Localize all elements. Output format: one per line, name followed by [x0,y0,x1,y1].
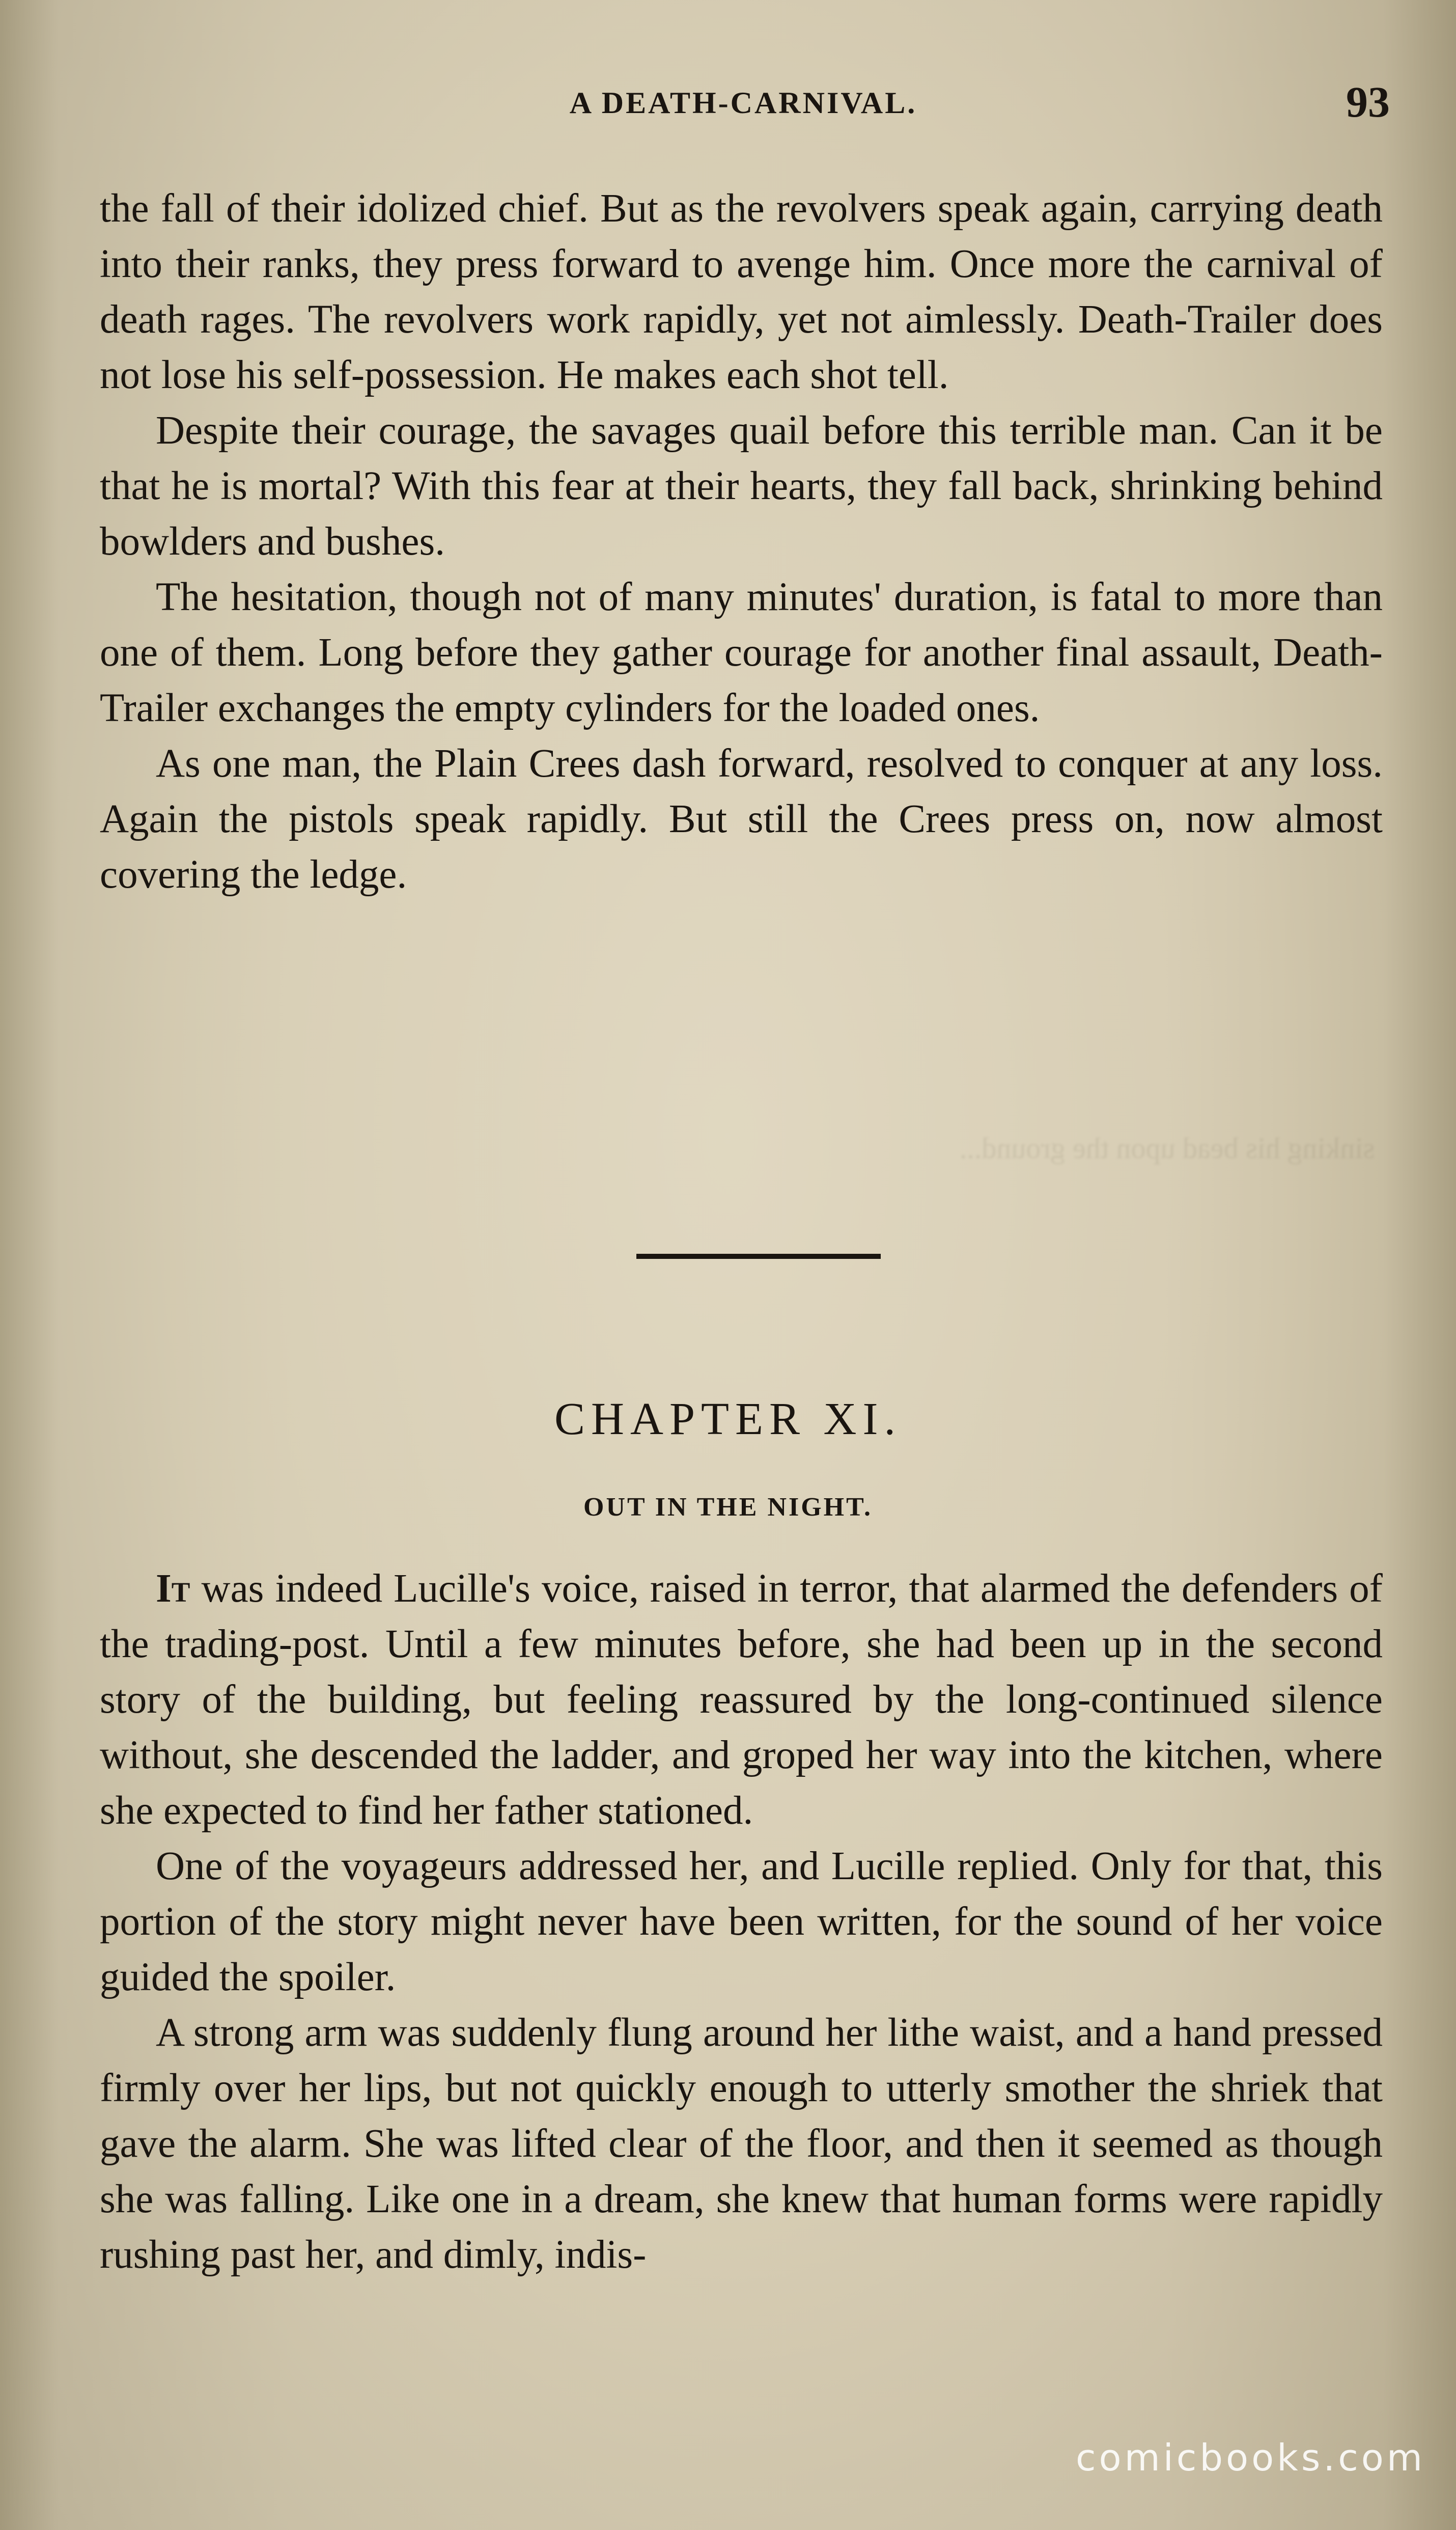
paragraph: Despite their courage, the savages quail before this terrible man. Can it be that he is mortal? With this fear at their hearts, they fall back, shrinking behind bowlders and bushes. [100,408,1383,564]
page-number: 93 [1346,77,1390,126]
drop-word: It [156,1566,190,1611]
paragraph: The hesitation, though not of many minutes' duration, is fatal to more than one of them. Long before they gather courage for another final assault, Death-Trailer exchanges the empty cylinders for the loaded ones. [100,575,1383,730]
running-title: A DEATH-CARNIVAL. [569,86,917,120]
section-before-chapter [100,181,1383,902]
paragraph: One of the voyageurs addressed her, and Lucille replied. Only for that, this portion of the story might never have been written, for the sound of her voice guided the spoiler. [100,1844,1383,1999]
paragraph: the fall of their idolized chief. But as the revolvers speak again, carrying death into their ranks, they press forward to avenge him. Once more the carnival of death rages. The revolvers work rapidly, yet not aimlessly. Death-Trailer does not lose his self-possession. He makes each shot tell. [100,186,1383,397]
watermark: comicbooks.com [1075,2436,1425,2479]
paragraph: As one man, the Plain Crees dash forward, resolved to conquer at any loss. Again the pistols speak rapidly. But still the Crees press on, now almost covering the ledge. [100,741,1383,897]
paragraph [100,1561,1383,1838]
chapter-subtitle: OUT IN THE NIGHT. [583,1493,873,1522]
running-head [97,76,1390,138]
chapter-body [100,1561,1383,2282]
paragraph: A strong arm was suddenly flung around her lithe waist, and a hand pressed firmly over her lips, but not quickly enough to utterly smother the shriek that gave the alarm. She was lifted clear of the floor, and then it seemed as though she was falling. Like one in a dream, she knew that human forms were rapidly rushing past her, and dimly, indis- [100,2011,1383,2277]
chapter-title: CHAPTER XI. [554,1394,902,1444]
section-divider-rule [636,1254,881,1259]
paragraph-text: was indeed Lucille's voice, raised in terror, that alarmed the defenders of the trading-post. Until a few minutes before, she had been up in the second story of the building, but feeling reassured by the long-continued silence without, she descended the ladder, and groped her way into the kitchen, where she expected to find her father stationed. [100,1566,1383,1833]
show-through-text: sinking his bead upon the ground... [959,1132,1375,1165]
